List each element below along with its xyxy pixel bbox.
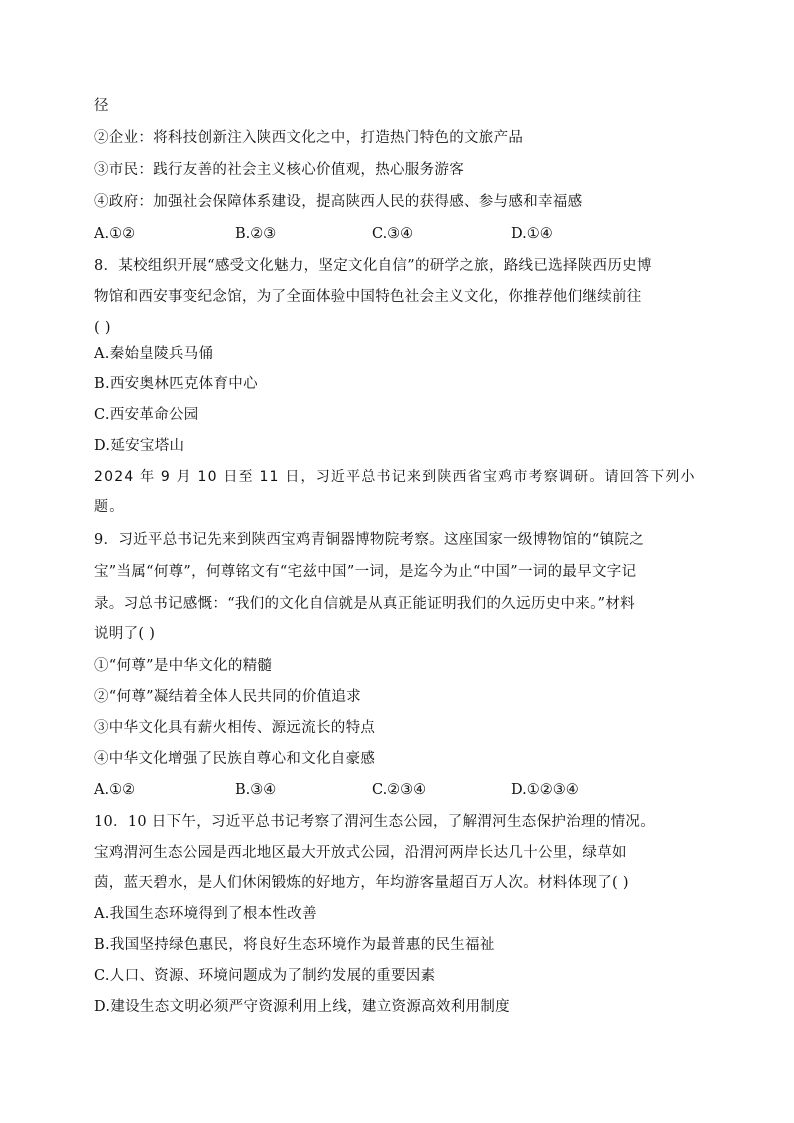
intro-line-1: 2024 年 9 月 10 日至 11 日，习近平总书记来到陕西省宝鸡市考察调研。请回答下列小 [94, 469, 696, 485]
q9-statement-1: ①“何尊”是中华文化的精髓 [94, 658, 273, 674]
q10-stem-line-2: 宝鸡渭河生态公园是西北地区最大开放式公园，沿渭河两岸长达几十公里，绿草如 [94, 845, 627, 861]
q9-stem-line-2: 宝”当属“何尊”，何尊铭文有“宅兹中国”一词，是迄今为止“中国”一词的最早文字记 [94, 564, 637, 580]
q9-statement-3: ③中华文化具有薪火相传、源远流长的特点 [94, 720, 376, 736]
q8-option-b[interactable]: B.西安奥林匹克体育中心 [94, 376, 258, 392]
q10-option-c[interactable]: C.人口、资源、环境问题成为了制约发展的重要因素 [94, 968, 436, 984]
q9-statement-2: ②“何尊”凝结着全体人民共同的价值追求 [94, 689, 362, 705]
q9-statement-4: ④中华文化增强了民族自尊心和文化自豪感 [94, 751, 376, 767]
q9-stem-line-1: 9．习近平总书记先来到陕西宝鸡青铜器博物院考察。这座国家一级博物馆的“镇院之 [94, 532, 645, 548]
q7-option-d[interactable]: D.①④ [511, 226, 553, 242]
q10-stem-line-3: 茵，蓝天碧水，是人们休闲锻炼的好地方，年均游客量超百万人次。材料体现了( ) [94, 875, 629, 891]
q9-option-b[interactable]: B.③④ [235, 782, 277, 798]
q8-stem-line-1: 8．某校组织开展“感受文化魅力，坚定文化自信”的研学之旅，路线已选择陕西历史博 [94, 258, 652, 274]
q10-stem-line-1: 10．10 日下午，习近平总书记考察了渭河生态公园，了解渭河生态保护治理的情况。 [94, 814, 656, 830]
q8-option-d[interactable]: D.延安宝塔山 [94, 438, 185, 454]
intro-line-2: 题。 [94, 499, 125, 515]
q8-stem-line-2: 物馆和西安事变纪念馆，为了全面体验中国特色社会主义文化，你推荐他们继续前往 [94, 289, 642, 305]
text-line: 径 [94, 98, 109, 114]
q7-option-b[interactable]: B.②③ [235, 226, 277, 242]
q7-option-a[interactable]: A.①② [94, 226, 136, 242]
q9-option-d[interactable]: D.①②③④ [511, 782, 579, 798]
statement-3: ③市民：践行友善的社会主义核心价值观，热心服务游客 [94, 162, 464, 178]
q9-option-c[interactable]: C.②③④ [372, 782, 427, 798]
q9-stem-line-4: 说明了( ) [94, 626, 156, 642]
q9-stem-line-3: 录。习总书记感慨：“我们的文化自信就是从真正能证明我们的久远历史中来。”材料 [94, 596, 635, 612]
q8-answer-blank: ( ) [94, 320, 111, 336]
statement-4: ④政府：加强社会保障体系建设，提高陕西人民的获得感、参与感和幸福感 [94, 194, 583, 210]
q9-option-a[interactable]: A.①② [94, 782, 136, 798]
q10-option-a[interactable]: A.我国生态环境得到了根本性改善 [94, 906, 317, 922]
q8-option-c[interactable]: C.西安革命公园 [94, 407, 199, 423]
q8-option-a[interactable]: A.秦始皇陵兵马俑 [94, 346, 214, 362]
q7-option-c[interactable]: C.③④ [372, 226, 414, 242]
q10-option-d[interactable]: D.建设生态文明必须严守资源利用上线，建立资源高效利用制度 [94, 999, 510, 1015]
statement-2: ②企业：将科技创新注入陕西文化之中，打造热门特色的文旅产品 [94, 130, 524, 146]
q10-option-b[interactable]: B.我国坚持绿色惠民，将良好生态环境作为最普惠的民生福祉 [94, 937, 495, 953]
